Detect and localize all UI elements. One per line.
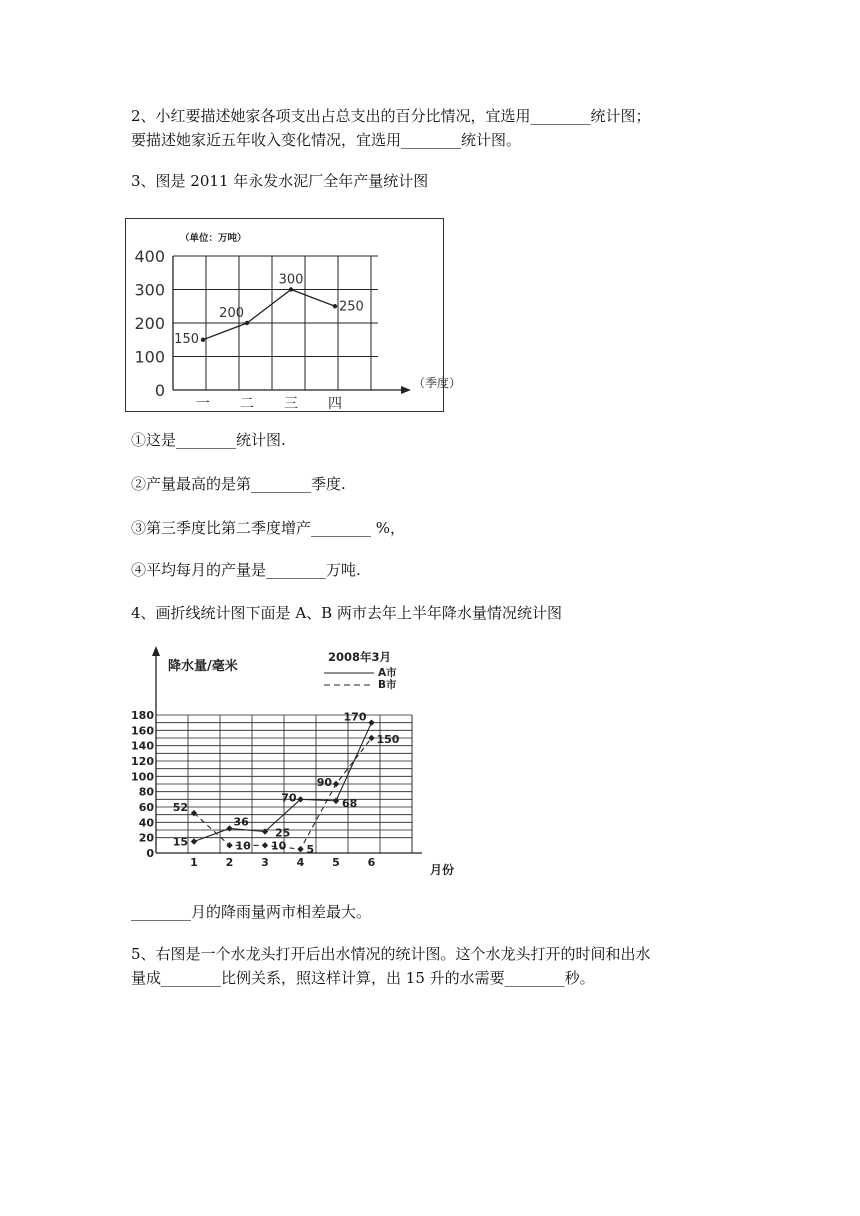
y-tick-label: 400 xyxy=(134,247,165,266)
x-axis-label: 月份 xyxy=(430,863,455,877)
y-tick-label: 100 xyxy=(134,347,165,367)
unit-label: （单位：万吨） xyxy=(180,233,247,244)
y-tick-label: 180 xyxy=(131,709,154,722)
data-label-a: 70 xyxy=(281,791,297,805)
q5-line1: 5、右图是一个水龙头打开后出水情况的统计图。这个水龙头打开的时间和出水 xyxy=(131,945,651,963)
data-point xyxy=(368,735,374,741)
data-point xyxy=(368,719,374,725)
y-tick-label: 0 xyxy=(154,381,165,400)
y-tick-label: 160 xyxy=(131,724,154,738)
x-tick-label: 3 xyxy=(261,856,269,869)
q3-sub3: ③第三季度比第二季度增产________ %， xyxy=(131,519,406,537)
data-point xyxy=(289,287,293,291)
q3-sub1: ①这是________统计图. xyxy=(131,431,286,449)
data-label-a: 68 xyxy=(342,796,358,810)
x-tick-label: 四 xyxy=(328,396,342,412)
y-tick-label: 0 xyxy=(146,847,154,860)
y-tick-label: 40 xyxy=(138,816,154,830)
data-point xyxy=(226,842,232,848)
y-axis-label: 降水量/毫米 xyxy=(168,659,238,674)
series-line-a xyxy=(194,723,372,842)
x-tick-label: 二 xyxy=(240,396,254,412)
y-tick-label: 300 xyxy=(134,280,165,300)
x-tick-label: 三 xyxy=(284,396,298,412)
data-point xyxy=(333,798,339,804)
data-label: 250 xyxy=(339,299,364,315)
data-label-a: 170 xyxy=(343,710,367,724)
q5-line2: 量成________比例关系，照这样计算，出 15 升的水需要________秒。 xyxy=(131,969,595,987)
data-label-b: 52 xyxy=(172,801,188,815)
q2-line1: 2、小红要描述她家各项支出占总支出的百分比情况，宜选用________统计图； xyxy=(131,107,651,125)
data-label-b: 10 xyxy=(235,839,251,853)
data-label-a: 36 xyxy=(233,815,249,829)
y-axis-arrow xyxy=(152,646,160,656)
q2-line2: 要描述她家近五年收入变化情况，宜选用________统计图。 xyxy=(131,131,522,149)
y-tick-label: 140 xyxy=(131,739,154,753)
data-label: 150 xyxy=(174,331,199,347)
data-point xyxy=(262,842,268,848)
x-tick-label: 5 xyxy=(332,856,340,869)
data-point xyxy=(201,338,205,342)
data-point xyxy=(297,846,303,852)
x-tick-label: 1 xyxy=(190,856,198,869)
data-label: 300 xyxy=(278,272,304,288)
y-tick-label: 120 xyxy=(131,755,154,768)
y-tick-label: 20 xyxy=(138,831,154,845)
data-point xyxy=(333,781,339,787)
rainfall-line-chart xyxy=(130,640,470,880)
y-tick-label: 200 xyxy=(134,314,165,333)
data-point xyxy=(333,304,337,308)
data-label-a: 25 xyxy=(275,826,291,840)
x-axis-label: （季度） xyxy=(413,376,462,390)
legend-label-b: B市 xyxy=(378,679,397,691)
q3-title: 3、图是 2011 年永发水泥厂全年产量统计图 xyxy=(131,172,429,190)
data-label-b: 5 xyxy=(306,843,315,857)
data-label-b: 150 xyxy=(376,733,400,746)
data-label-b: 90 xyxy=(316,776,332,789)
data-label: 200 xyxy=(219,306,244,321)
y-tick-label: 80 xyxy=(138,785,154,799)
data-point xyxy=(191,838,197,844)
legend-label-a: A市 xyxy=(378,667,397,679)
data-point xyxy=(226,825,232,831)
data-point xyxy=(245,321,249,325)
q4-answer: ________月的降雨量两市相差最大。 xyxy=(131,903,372,921)
x-tick-label: 一 xyxy=(196,396,210,412)
q3-sub2: ②产量最高的是第________季度. xyxy=(131,475,346,493)
data-label-a: 15 xyxy=(172,835,188,849)
x-tick-label: 2 xyxy=(225,856,234,869)
q4-title: 4、画折线统计图下面是 A、B 两市去年上半年降水量情况统计图 xyxy=(131,604,562,622)
y-tick-label: 60 xyxy=(138,801,154,814)
x-axis-arrow xyxy=(401,386,411,394)
q3-sub4: ④平均每月的产量是________万吨. xyxy=(131,561,361,579)
x-tick-label: 6 xyxy=(367,856,376,869)
data-label-b: 10 xyxy=(271,839,287,853)
x-tick-label: 4 xyxy=(296,856,305,869)
production-line-chart xyxy=(125,218,462,413)
y-tick-label: 100 xyxy=(131,770,154,784)
legend-title: 2008年3月 xyxy=(328,650,392,664)
